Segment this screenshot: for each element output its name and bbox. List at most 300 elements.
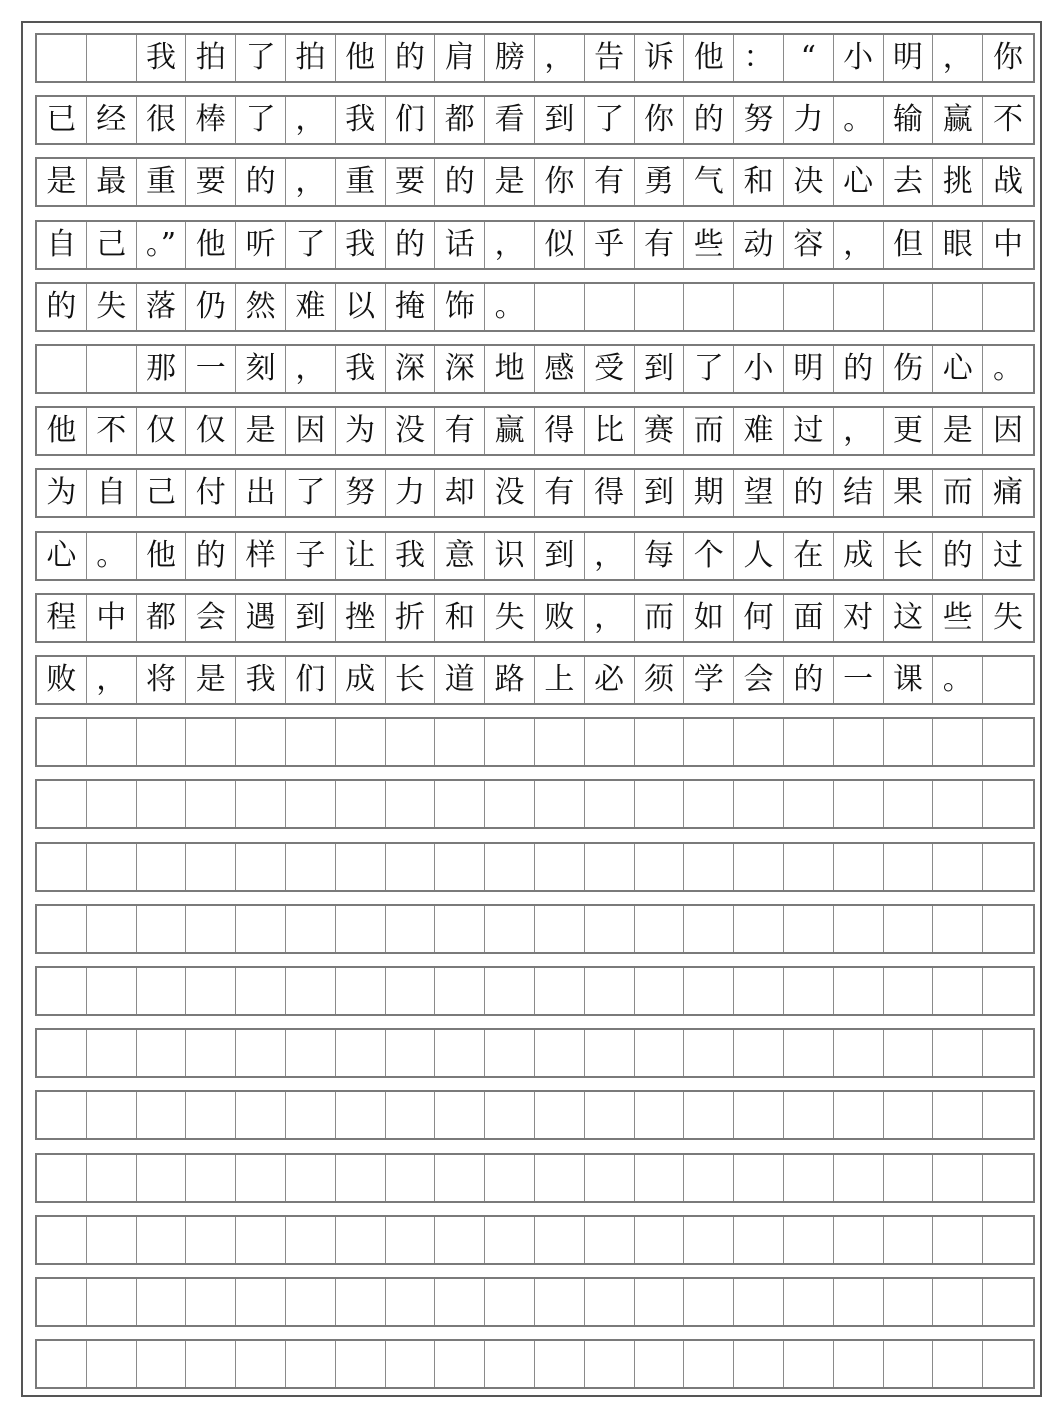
grid-cell: 有 (635, 222, 685, 268)
grid-cell (734, 719, 784, 765)
grid-cell (186, 1092, 236, 1138)
grid-cell (585, 844, 635, 890)
grid-cell: 折 (386, 595, 436, 641)
grid-cell (684, 1092, 734, 1138)
grid-cell: 的 (684, 97, 734, 143)
grid-cell (336, 1155, 386, 1201)
grid-cell: 会 (734, 657, 784, 703)
grid-cell (386, 844, 436, 890)
grid-row (35, 1090, 1035, 1140)
grid-cell (933, 719, 983, 765)
grid-cell (286, 906, 336, 952)
grid-cell (186, 1279, 236, 1325)
grid-cell (286, 1092, 336, 1138)
grid-cell (635, 1341, 685, 1387)
grid-cell (684, 781, 734, 827)
grid-cell: 他 (137, 533, 187, 579)
grid-cell (37, 906, 87, 952)
grid-cell (684, 906, 734, 952)
grid-cell (884, 844, 934, 890)
grid-cell: 我 (336, 222, 386, 268)
grid-cell (635, 719, 685, 765)
grid-cell (684, 844, 734, 890)
grid-cell: 我 (137, 35, 187, 81)
grid-cell: 挫 (336, 595, 386, 641)
grid-cell: 战 (993, 164, 1024, 199)
grid-cell: 小 (734, 346, 784, 392)
grid-row (35, 33, 1035, 83)
grid-cell (635, 1217, 685, 1263)
grid-cell: 望 (734, 470, 784, 516)
grid-cell: 没 (485, 470, 535, 516)
grid-cell: 的 (386, 35, 436, 81)
grid-cell: 以 (336, 284, 386, 330)
grid-cell (684, 1217, 734, 1263)
grid-cell (684, 284, 734, 330)
grid-cell (535, 1030, 585, 1076)
grid-cell (684, 1030, 734, 1076)
grid-cell: 诉 (635, 35, 685, 81)
grid-cell (784, 968, 834, 1014)
grid-cell: 是 (485, 159, 535, 205)
grid-cell (186, 719, 236, 765)
grid-row (35, 1339, 1035, 1389)
grid-cell (535, 1217, 585, 1263)
grid-cell (485, 1341, 535, 1387)
grid-cell (933, 1092, 983, 1138)
grid-cell: ， (535, 35, 585, 81)
grid-cell (485, 968, 535, 1014)
grid-cell (933, 906, 983, 952)
grid-cell: 的 (37, 284, 87, 330)
grid-cell (784, 1279, 834, 1325)
grid-cell: 一 (834, 657, 884, 703)
grid-row (35, 1277, 1035, 1327)
grid-cell: 因 (286, 408, 336, 454)
grid-row (35, 95, 1035, 145)
grid-cell (186, 1341, 236, 1387)
grid-cell (435, 1155, 485, 1201)
grid-cell: 面 (784, 595, 834, 641)
grid-cell (585, 781, 635, 827)
grid-cell (336, 968, 386, 1014)
grid-cell: 。 (834, 97, 884, 143)
grid-cell (834, 1217, 884, 1263)
grid-cell: 了 (286, 222, 336, 268)
grid-cell (983, 284, 1033, 330)
grid-cell: 自 (37, 222, 87, 268)
grid-cell: 们 (386, 97, 436, 143)
grid-cell (336, 1092, 386, 1138)
grid-cell (435, 1092, 485, 1138)
grid-cell: ， (834, 222, 884, 268)
grid-cell: 子 (286, 533, 336, 579)
grid-cell: 我 (336, 97, 386, 143)
grid-cell (336, 1030, 386, 1076)
grid-cell: 路 (485, 657, 535, 703)
grid-cell (535, 906, 585, 952)
grid-cell: 然 (236, 284, 286, 330)
grid-cell: 结 (834, 470, 884, 516)
grid-cell (87, 346, 137, 392)
grid-cell (485, 1279, 535, 1325)
grid-cell: 得 (535, 408, 585, 454)
grid-cell (286, 1217, 336, 1263)
grid-cell: 你 (993, 40, 1024, 75)
grid-cell: 课 (884, 657, 934, 703)
grid-cell: 他 (336, 35, 386, 81)
grid-cell (933, 1155, 983, 1201)
grid-cell (983, 906, 1033, 952)
grid-cell (137, 1341, 187, 1387)
grid-cell: 将 (137, 657, 187, 703)
grid-cell (236, 719, 286, 765)
grid-cell (435, 1341, 485, 1387)
grid-cell (386, 1341, 436, 1387)
grid-cell: 那 (137, 346, 187, 392)
grid-cell: 到 (635, 346, 685, 392)
grid-cell (684, 719, 734, 765)
grid-cell: 为 (336, 408, 386, 454)
grid-cell (386, 781, 436, 827)
grid-cell: 有 (535, 470, 585, 516)
grid-cell: 赛 (635, 408, 685, 454)
grid-cell (585, 1092, 635, 1138)
grid-cell: 乎 (585, 222, 635, 268)
grid-cell: 何 (734, 595, 784, 641)
grid-cell (186, 1217, 236, 1263)
grid-cell: 让 (336, 533, 386, 579)
grid-cell: 为 (37, 470, 87, 516)
grid-cell: 意 (435, 533, 485, 579)
grid-cell: 重 (137, 159, 187, 205)
grid-cell: 膀 (485, 35, 535, 81)
grid-cell (933, 781, 983, 827)
grid-cell (286, 1341, 336, 1387)
grid-cell (186, 1030, 236, 1076)
grid-cell (734, 1030, 784, 1076)
grid-cell (933, 284, 983, 330)
grid-row (35, 157, 1035, 207)
grid-cell (137, 1030, 187, 1076)
grid-cell (286, 781, 336, 827)
grid-cell (635, 906, 685, 952)
grid-cell (635, 1279, 685, 1325)
grid-cell (784, 1092, 834, 1138)
grid-row (35, 531, 1035, 581)
grid-cell (186, 906, 236, 952)
grid-cell (585, 1341, 635, 1387)
grid-cell (734, 968, 784, 1014)
grid-cell (435, 719, 485, 765)
grid-cell (635, 1092, 685, 1138)
grid-cell: 过 (993, 538, 1024, 573)
grid-cell (983, 1217, 1033, 1263)
grid-cell: ， (585, 533, 635, 579)
grid-cell: 容 (784, 222, 834, 268)
grid-row (35, 655, 1035, 705)
grid-cell: 了 (236, 35, 286, 81)
grid-cell (236, 968, 286, 1014)
grid-cell (734, 1217, 784, 1263)
grid-cell (983, 1279, 1033, 1325)
grid-cell: 。 (933, 657, 983, 703)
grid-cell (884, 906, 934, 952)
grid-cell (87, 844, 137, 890)
grid-cell: 输 (884, 97, 934, 143)
grid-cell (535, 1155, 585, 1201)
grid-cell: 不 (993, 102, 1024, 137)
grid-cell (186, 968, 236, 1014)
grid-cell (286, 719, 336, 765)
grid-cell (386, 1279, 436, 1325)
grid-cell: 到 (535, 97, 585, 143)
grid-cell (87, 719, 137, 765)
grid-cell: 的 (186, 533, 236, 579)
grid-cell: 仅 (137, 408, 187, 454)
grid-cell (834, 844, 884, 890)
grid-cell: 中 (87, 595, 137, 641)
grid-cell: 明 (784, 346, 834, 392)
grid-cell (236, 1279, 286, 1325)
grid-cell (884, 1279, 934, 1325)
composition-paper (21, 21, 1042, 1397)
grid-cell: 样 (236, 533, 286, 579)
grid-cell: 长 (884, 533, 934, 579)
grid-cell (933, 1217, 983, 1263)
grid-cell: 了 (684, 346, 734, 392)
grid-cell (535, 968, 585, 1014)
grid-cell (585, 1030, 635, 1076)
grid-cell (784, 906, 834, 952)
grid-cell: 比 (585, 408, 635, 454)
grid-cell: 上 (535, 657, 585, 703)
grid-row (35, 344, 1035, 394)
grid-cell (684, 968, 734, 1014)
grid-cell: 的 (784, 657, 834, 703)
grid-cell: 了 (585, 97, 635, 143)
grid-cell: ， (286, 346, 336, 392)
grid-cell: 的 (834, 346, 884, 392)
grid-cell (386, 968, 436, 1014)
grid-cell (834, 906, 884, 952)
grid-cell (87, 1217, 137, 1263)
grid-cell: 遇 (236, 595, 286, 641)
grid-cell (87, 1030, 137, 1076)
grid-cell: 得 (585, 470, 635, 516)
grid-cell (734, 1279, 784, 1325)
grid-cell (137, 968, 187, 1014)
grid-cell: 都 (435, 97, 485, 143)
grid-row (35, 842, 1035, 892)
grid-row (35, 904, 1035, 954)
grid-cell: 我 (236, 657, 286, 703)
grid-cell: 似 (535, 222, 585, 268)
grid-cell: 的 (933, 533, 983, 579)
grid-cell: ， (286, 97, 336, 143)
grid-cell: 已 (37, 97, 87, 143)
grid-cell (386, 719, 436, 765)
grid-cell: 都 (137, 595, 187, 641)
grid-cell (834, 284, 884, 330)
grid-cell: 眼 (933, 222, 983, 268)
grid-cell: 心 (834, 159, 884, 205)
grid-cell (37, 1217, 87, 1263)
grid-cell: 有 (435, 408, 485, 454)
grid-cell (635, 284, 685, 330)
grid-cell: 但 (884, 222, 934, 268)
grid-cell (834, 968, 884, 1014)
grid-cell (435, 844, 485, 890)
grid-cell: 期 (684, 470, 734, 516)
grid-row (35, 1028, 1035, 1078)
grid-cell (834, 1155, 884, 1201)
grid-row (35, 1153, 1035, 1203)
grid-cell (236, 781, 286, 827)
grid-cell: ， (585, 595, 635, 641)
grid-cell: 心 (37, 533, 87, 579)
grid-cell: 是 (933, 408, 983, 454)
grid-cell (884, 284, 934, 330)
grid-cell: ， (87, 657, 137, 703)
grid-cell (585, 1279, 635, 1325)
grid-cell (784, 1217, 834, 1263)
grid-cell (884, 719, 934, 765)
grid-cell (236, 906, 286, 952)
grid-cell: 而 (933, 470, 983, 516)
grid-cell: 听 (236, 222, 286, 268)
grid-row (35, 406, 1035, 456)
grid-cell (386, 906, 436, 952)
grid-cell (485, 1030, 535, 1076)
grid-cell (734, 781, 784, 827)
grid-cell: 。 (485, 284, 535, 330)
grid-cell: 最 (87, 159, 137, 205)
grid-cell: 己 (137, 470, 187, 516)
grid-cell (485, 906, 535, 952)
grid-cell (933, 1341, 983, 1387)
grid-cell: ， (485, 222, 535, 268)
grid-cell: 难 (734, 408, 784, 454)
grid-cell: 小 (834, 35, 884, 81)
grid-cell: 出 (236, 470, 286, 516)
grid-cell: 些 (684, 222, 734, 268)
grid-cell: ， (286, 159, 336, 205)
grid-cell: 努 (734, 97, 784, 143)
grid-cell: 到 (535, 533, 585, 579)
grid-cell: 伤 (884, 346, 934, 392)
grid-cell (635, 968, 685, 1014)
grid-cell: 每 (635, 533, 685, 579)
grid-cell: 而 (635, 595, 685, 641)
grid-cell: 要 (186, 159, 236, 205)
grid-cell: 难 (286, 284, 336, 330)
grid-cell (784, 284, 834, 330)
grid-cell: ， (834, 408, 884, 454)
grid-cell: 们 (286, 657, 336, 703)
grid-cell (286, 844, 336, 890)
grid-cell: 。” (137, 222, 187, 268)
grid-cell: 受 (585, 346, 635, 392)
grid-cell: 他 (684, 35, 734, 81)
grid-cell (684, 1155, 734, 1201)
grid-cell (386, 1092, 436, 1138)
grid-cell: 个 (684, 533, 734, 579)
grid-cell: 的 (386, 222, 436, 268)
grid-cell: 话 (435, 222, 485, 268)
grid-cell: 深 (386, 346, 436, 392)
grid-cell (386, 1030, 436, 1076)
grid-cell (983, 968, 1033, 1014)
grid-cell (37, 844, 87, 890)
grid-cell (585, 284, 635, 330)
grid-cell (983, 781, 1033, 827)
grid-cell (884, 1092, 934, 1138)
grid-cell (435, 968, 485, 1014)
grid-cell: 了 (286, 470, 336, 516)
grid-cell (485, 719, 535, 765)
grid-cell: 些 (933, 595, 983, 641)
grid-cell (286, 1030, 336, 1076)
grid-cell (784, 1030, 834, 1076)
grid-cell: 感 (535, 346, 585, 392)
grid-cell: 棒 (186, 97, 236, 143)
grid-cell: 深 (435, 346, 485, 392)
grid-cell: 落 (137, 284, 187, 330)
grid-cell (485, 1092, 535, 1138)
grid-cell: 成 (336, 657, 386, 703)
grid-cell: 很 (137, 97, 187, 143)
grid-cell (286, 1279, 336, 1325)
grid-cell (933, 968, 983, 1014)
grid-cell: 了 (236, 97, 286, 143)
grid-cell (137, 1092, 187, 1138)
grid-cell (535, 844, 585, 890)
grid-cell (884, 1217, 934, 1263)
grid-cell (635, 781, 685, 827)
grid-cell: 这 (884, 595, 934, 641)
grid-cell: 如 (684, 595, 734, 641)
grid-cell: 有 (585, 159, 635, 205)
grid-cell: 掩 (386, 284, 436, 330)
grid-cell: 更 (884, 408, 934, 454)
grid-cell (485, 844, 535, 890)
grid-cell (784, 844, 834, 890)
grid-cell: 经 (87, 97, 137, 143)
grid-cell: 失 (993, 600, 1024, 635)
grid-cell (784, 1155, 834, 1201)
grid-cell: ： (734, 35, 784, 81)
grid-cell: “ (784, 35, 834, 81)
grid-cell: 。 (87, 533, 137, 579)
grid-cell (585, 1217, 635, 1263)
grid-cell (236, 1030, 286, 1076)
grid-cell (834, 1092, 884, 1138)
grid-cell (535, 719, 585, 765)
grid-cell: 拍 (186, 35, 236, 81)
grid-cell: 对 (834, 595, 884, 641)
grid-cell: 心 (933, 346, 983, 392)
grid-cell: 到 (286, 595, 336, 641)
grid-cell: 因 (993, 413, 1024, 448)
grid-cell: 程 (37, 595, 87, 641)
grid-cell (236, 1092, 286, 1138)
grid-cell (435, 1217, 485, 1263)
grid-cell: 你 (535, 159, 585, 205)
grid-cell (933, 1030, 983, 1076)
grid-cell (186, 844, 236, 890)
grid-cell: 在 (784, 533, 834, 579)
